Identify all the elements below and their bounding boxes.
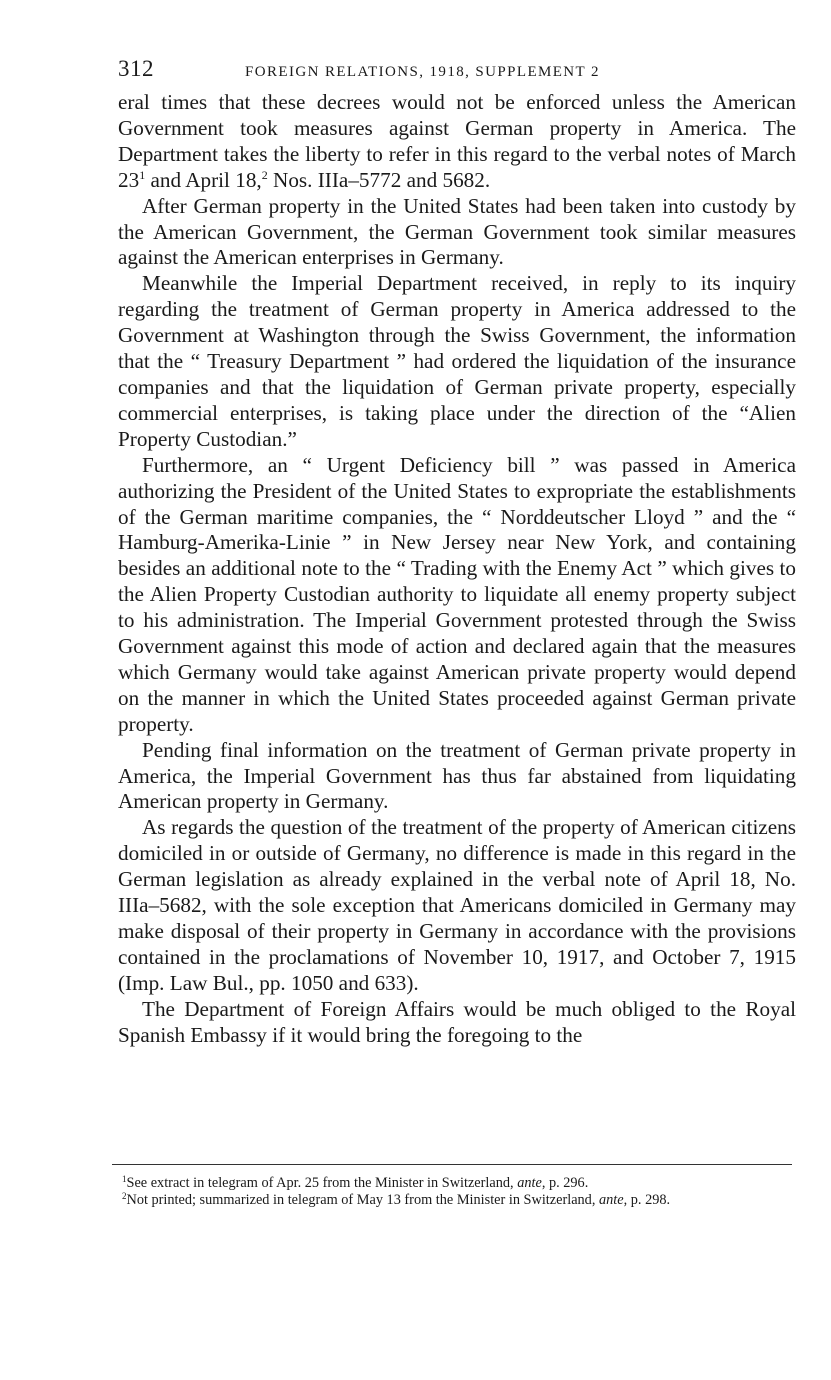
- footnote-ante: ante: [517, 1175, 542, 1191]
- paragraph-text: eral times that these decrees would not be enforced unless the American Government took measures against German property in America. The Department takes the liberty to refer in this regard to the verbal notes of March 23: [118, 90, 796, 192]
- footnote-text: , p. 296.: [541, 1175, 589, 1191]
- body-text: [118, 90, 796, 1049]
- footnote-text: Not printed; summarized in telegram of May 13 from the Minister in Switzerland,: [126, 1192, 596, 1208]
- footnote: [114, 1175, 792, 1192]
- paragraph-text: and April 18,: [145, 167, 262, 192]
- footnote-ante: ante: [599, 1192, 624, 1208]
- footnote-mark: 2: [122, 1191, 127, 1201]
- paragraph: Pending final information on the treatment of German private property in America, the Imperial Government has thus far abstained from liquidating American property in Germany.: [118, 737, 796, 814]
- paragraph: After German property in the United States had been taken into custody by the American Government, the German Government took similar measures against the American enterprises in Germany.: [118, 193, 796, 270]
- paragraph: Furthermore, an “ Urgent Deficiency bill ” was passed in America authorizing the President of the United States to expropriate the establishments of the German maritime companies, the “ Norddeutscher Lloyd ” and the “ Hamburg-Amerika-Linie ” in New Jersey near New York, and containing besides an additional note to the “ Trading with the Enemy Act ” which gives to the Alien Property Custodian authority to liquidate all enemy property subject to his administration. The Imperial Government protested through the Swiss Government against this mode of action and declared again that the measures which Germany would take against American private property would depend on the manner in which the United States proceeded against German private property.: [118, 452, 796, 736]
- paragraph: Meanwhile the Imperial Department received, in reply to its inquiry regarding the treatment of German property in America addressed to the Government at Washington through the Swiss Government, the information that the “ Treasury Department ” had ordered the liquidation of the insurance companies and that the liquidation of German private property, especially commercial enterprises, is taking place under the direction of the “Alien Property Custodian.”: [118, 271, 796, 451]
- footnote-rule: [112, 1164, 792, 1165]
- footnote-mark: 1: [122, 1174, 127, 1184]
- footnote-ref: 2: [261, 167, 268, 182]
- footnotes: [114, 1175, 792, 1209]
- page-number: 312: [118, 56, 154, 81]
- footnote-text: See extract in telegram of Apr. 25 from the Minister in Switzerland,: [126, 1175, 514, 1191]
- footnote: [114, 1192, 792, 1209]
- footnote-ref: 1: [139, 167, 146, 182]
- footnote-text: , p. 298.: [623, 1192, 671, 1208]
- paragraph: [118, 90, 796, 194]
- page-header: [118, 56, 796, 90]
- paragraph: As regards the question of the treatment of the property of American citizens domiciled in or outside of Germany, no difference is made in this regard in the German legislation as already explained in the verbal note of April 18, No. IIIa–5682, with the sole exception that Americans domiciled in Germany may make disposal of their property in Germany in accordance with the provisions contained in the proclamations of November 10, 1917, and October 7, 1915 (Imp. Law Bul., pp. 1050 and 633).: [118, 815, 796, 995]
- document-page: [118, 56, 796, 1049]
- running-head: FOREIGN RELATIONS, 1918, SUPPLEMENT 2: [245, 64, 600, 80]
- paragraph-text: Nos. IIIa–5772 and 5682.: [267, 167, 491, 192]
- paragraph: The Department of Foreign Affairs would be much obliged to the Royal Spanish Embassy if it would bring the foregoing to the: [118, 996, 796, 1047]
